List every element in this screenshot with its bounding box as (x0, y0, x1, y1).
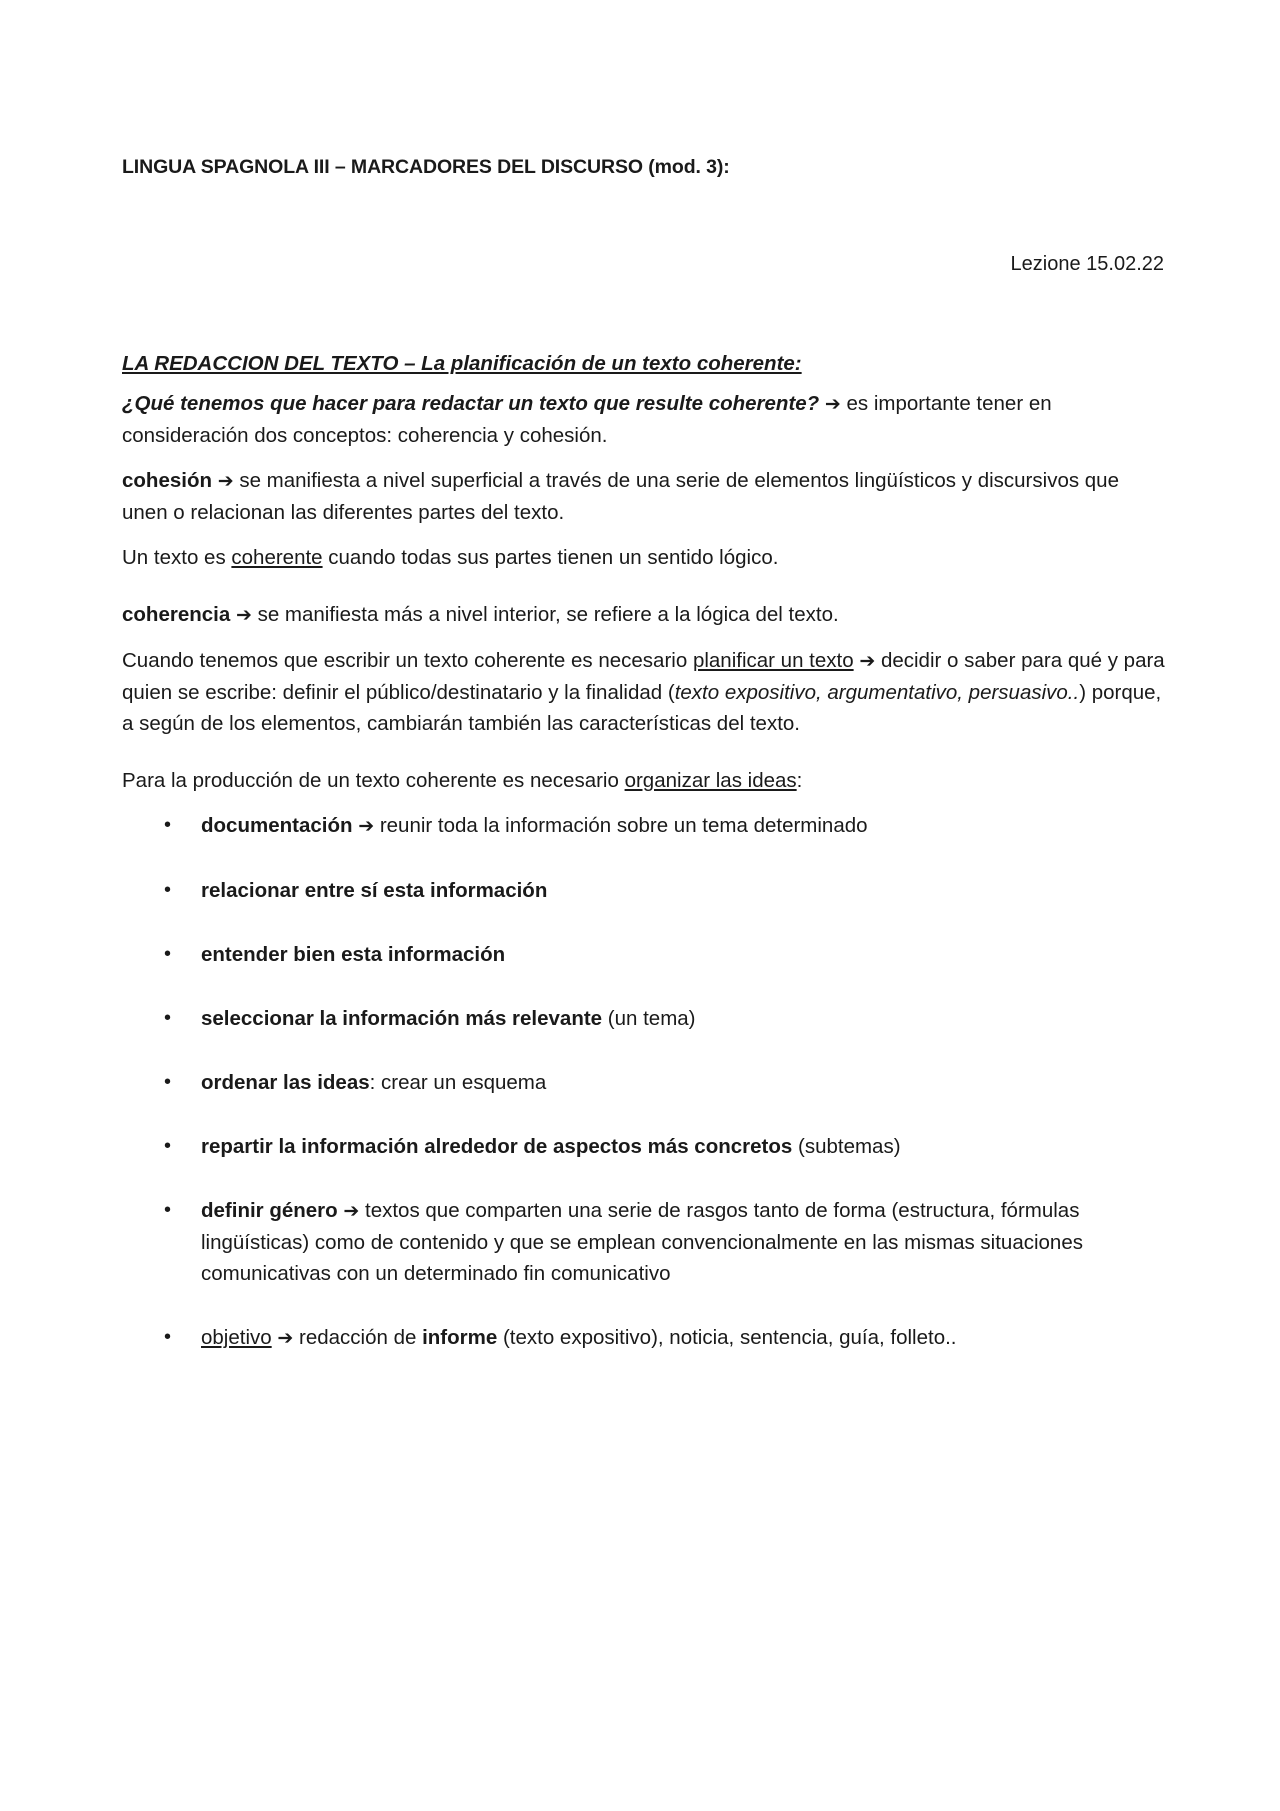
arrow-right-icon: ➔ (358, 815, 375, 837)
term-coherence: coherencia (122, 603, 231, 626)
coherent-after: cuando todas sus partes tienen un sentido lógico. (322, 546, 779, 569)
bullet-icon: • (164, 1199, 172, 1221)
planning-middle: decidir o saber para qué y para quien se escribe: definir el público/destinatario y la finalidad ( (122, 649, 1165, 704)
bullet-icon: • (164, 1135, 172, 1157)
organize-before: Para la producción de un texto coherente es necesario (122, 769, 625, 792)
document-body (122, 348, 1167, 1387)
list-item (122, 939, 1167, 970)
bullet-icon: • (164, 814, 172, 836)
list-item (122, 1067, 1167, 1098)
list-item (122, 875, 1167, 906)
list-item-bold: entender bien esta información (201, 943, 506, 966)
bullet-icon: • (164, 943, 172, 965)
planning-underlined: planificar un texto (692, 649, 854, 672)
bullet-icon: • (164, 879, 172, 901)
bullet-icon: • (164, 1007, 172, 1029)
coherence-definition: se manifiesta más a nivel interior, se refiere a la lógica del texto. (251, 603, 839, 626)
paragraph-organize (122, 765, 1167, 796)
arrow-right-icon: ➔ (859, 650, 876, 672)
organize-ideas-list (122, 810, 1167, 1354)
list-item-middle: redacción de (293, 1326, 423, 1349)
list-item-text: textos que comparten una serie de rasgos tanto de forma (estructura, fórmulas lingüísticas) como de contenido y que se emplean convencionalmente en las mismas situaciones comunicativas con un determinado fin comunicativo (201, 1199, 1083, 1285)
paragraph-cohesion (122, 465, 1167, 528)
bullet-icon: • (164, 1326, 172, 1348)
list-item-bold: relacionar entre sí esta información (201, 879, 548, 902)
arrow-right-icon: ➔ (217, 470, 234, 492)
list-item-text: (texto expositivo), noticia, sentencia, guía, folleto.. (497, 1326, 957, 1349)
list-item-underlined: objetivo (201, 1326, 272, 1349)
lesson-date: Lezione 15.02.22 (1010, 253, 1164, 275)
paragraph-question (122, 388, 1167, 451)
coherent-underlined: coherente (231, 546, 323, 569)
planning-before: Cuando tenemos que escribir un texto coherente es necesario (122, 649, 693, 672)
list-item-text: : crear un esquema (369, 1071, 547, 1094)
list-item-bold: documentación (201, 814, 353, 837)
list-item-text: (subtemas) (792, 1135, 901, 1158)
list-item-bold: seleccionar la información más relevante (201, 1007, 603, 1030)
list-item-bold: informe (422, 1326, 498, 1349)
paragraph-coherent (122, 542, 1167, 573)
list-item-text: (un tema) (602, 1007, 696, 1030)
question-answer: es importante tener en consideración dos conceptos: coherencia y cohesión. (122, 392, 1052, 447)
section-heading: LA REDACCION DEL TEXTO – La planificación de un texto coherente: (122, 352, 802, 375)
planning-italic: texto expositivo, argumentativo, persuasivo.. (674, 681, 1080, 704)
planning-after: ) porque, a según de los elementos, cambiarán también las características del texto. (122, 681, 1162, 735)
list-item-bold: ordenar las ideas (201, 1071, 370, 1094)
arrow-right-icon: ➔ (343, 1200, 360, 1222)
list-item (122, 1322, 1167, 1354)
paragraph-planning (122, 645, 1167, 739)
list-item-bold: repartir la información alrededor de aspectos más concretos (201, 1135, 793, 1158)
list-item-text: reunir toda la información sobre un tema determinado (374, 814, 868, 837)
paragraph-coherence (122, 599, 1167, 631)
list-item-bold: definir género (201, 1199, 338, 1222)
arrow-right-icon: ➔ (824, 393, 841, 415)
list-item (122, 1131, 1167, 1162)
arrow-right-icon: ➔ (235, 604, 252, 626)
bullet-icon: • (164, 1071, 172, 1093)
organize-underlined: organizar las ideas (624, 769, 797, 792)
list-item (122, 1003, 1167, 1034)
coherent-before: Un texto es (122, 546, 232, 569)
arrow-right-icon: ➔ (277, 1327, 294, 1349)
cohesion-definition: se manifiesta a nivel superficial a través de una serie de elementos lingüísticos y discursivos que unen o relacionan las diferentes partes del texto. (122, 469, 1119, 524)
term-cohesion: cohesión (122, 469, 212, 492)
list-item (122, 810, 1167, 842)
organize-after: : (796, 769, 803, 792)
question-text: ¿Qué tenemos que hacer para redactar un texto que resulte coherente? (122, 392, 820, 415)
list-item (122, 1195, 1167, 1289)
document-title: LINGUA SPAGNOLA III – MARCADORES DEL DISCURSO (mod. 3): (122, 156, 730, 178)
